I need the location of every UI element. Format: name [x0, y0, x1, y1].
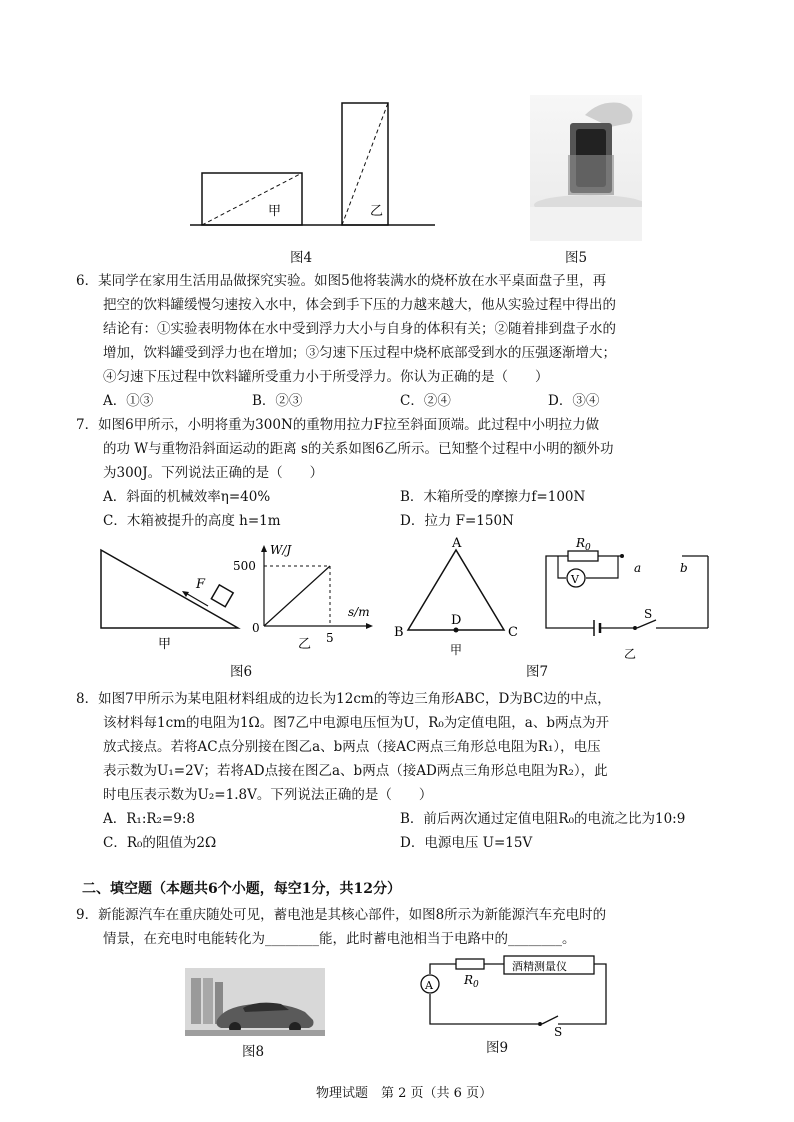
q8-option-b: B．前后两次通过定值电阻R₀的电流之比为10:9	[400, 811, 686, 827]
fig7-caption: 图7	[526, 664, 549, 680]
fig7-label-b-vertex: B	[394, 625, 404, 640]
q6-line: 把空的饮料罐缓慢匀速按入水中，体会到手下压的力越来越大，他从实验过程中得出的	[103, 297, 616, 313]
q8-option-a: A．R₁:R₂=9:8	[103, 811, 195, 827]
q7-line: 7．如图6甲所示，小明将重为300N的重物用拉力F拉至斜面顶端。此过程中小明拉力做	[76, 417, 600, 433]
fig6-label-w: W/J	[270, 543, 292, 557]
figure-4	[190, 95, 440, 235]
q6-line: ④匀速下压过程中饮料罐所受重力小于所受浮力。你认为正确的是（ ）	[103, 369, 549, 385]
q7-option-c: C．木箱被提升的高度 h=1m	[103, 513, 281, 529]
q9-line: 9．新能源汽车在重庆随处可见，蓄电池是其核心部件，如图8所示为新能源汽车充电时的	[76, 907, 607, 923]
fig6-caption: 图6	[230, 664, 253, 680]
q7-option-a: A．斜面的机械效率η=40%	[103, 489, 271, 505]
q6-option-b: B．②③	[252, 393, 303, 409]
fig7-label-s: S	[644, 607, 653, 621]
q7-option-d: D．拉力 F=150N	[400, 513, 514, 529]
fig8-caption: 图8	[242, 1044, 265, 1060]
fig6-label-s: s/m	[348, 605, 370, 619]
fig6-label-jia: 甲	[158, 637, 172, 652]
fig6-label-f: F	[196, 577, 206, 592]
page-footer: 物理试题 第 2 页（共 6 页）	[316, 1086, 493, 1101]
fig7-r0-label: $R_0$	[576, 536, 591, 553]
fig6-tick-5: 5	[326, 631, 334, 645]
figure-5-photo	[530, 95, 642, 241]
q9-line: 情景，在充电时电能转化为________能，此时蓄电池相当于电路中的________。	[103, 931, 576, 947]
q6-line: 结论有：①实验表明物体在水中受到浮力大小与自身的体积有关；②随着排到盘子水的	[103, 321, 616, 337]
q8-option-d: D．电源电压 U=15V	[400, 835, 533, 851]
q6-option-d: D．③④	[548, 393, 600, 409]
fig7-label-d: D	[451, 613, 462, 628]
fig7-label-a-vertex: A	[452, 536, 462, 551]
fig5-caption: 图5	[565, 250, 588, 266]
q6-line: 6．某同学在家用生活用品做探究实验。如图5他将装满水的烧杯放在水平桌面盘子里，再	[76, 273, 607, 289]
q7-line: 为300J。下列说法正确的是（ ）	[103, 465, 324, 481]
fig7-label-a: a	[634, 561, 642, 575]
fig9-r0-label: $R_0$	[464, 973, 479, 990]
fig6-label-yi: 乙	[298, 637, 312, 652]
figure-8-photo	[185, 968, 325, 1036]
fig9-caption: 图9	[486, 1040, 509, 1056]
figure-6	[98, 540, 388, 660]
q7-line: 的功 W与重物沿斜面运动的距离 s的关系如图6乙所示。已知整个过程中小明的额外功	[103, 441, 614, 457]
fig6-tick-0: 0	[252, 621, 260, 635]
q8-line: 放式接点。若将AC点分别接在图乙a、b两点（接AC两点三角形总电阻为R₁），电压	[103, 739, 601, 755]
fig9-ammeter-label: A	[425, 979, 433, 992]
fig6-tick-500: 500	[233, 559, 256, 573]
fig4-caption: 图4	[290, 250, 313, 266]
fig7-label-yi: 乙	[624, 647, 637, 661]
fig9-label-s: S	[554, 1025, 563, 1039]
q8-line: 时电压表示数为U₂=1.8V。下列说法正确的是（ ）	[103, 787, 433, 803]
figure-9	[408, 954, 618, 1038]
section-2-title: 二、填空题（本题共6个小题，每空1分，共12分）	[82, 881, 401, 897]
q6-option-a: A．①③	[103, 393, 154, 409]
q8-option-c: C．R₀的阻值为2Ω	[103, 835, 217, 851]
fig7-voltmeter-label: V	[571, 573, 579, 586]
q8-line: 表示数为U₁=2V；若将AD点接在图乙a、b两点（接AD两点三角形总电阻为R₂），此	[103, 763, 608, 779]
q6-option-c: C．②④	[400, 393, 451, 409]
fig7-label-b: b	[680, 561, 688, 575]
q8-line: 该材料每1cm的电阻为1Ω。图7乙中电源电压恒为U，R₀为定值电阻，a、b两点为开	[103, 715, 609, 731]
q8-line: 8．如图7甲所示为某电阻材料组成的边长为12cm的等边三角形ABC，D为BC边的中点，	[76, 691, 611, 707]
fig7-label-c-vertex: C	[508, 625, 518, 640]
fig4-label-yi: 乙	[370, 204, 384, 219]
q6-line: 增加，饮料罐受到浮力也在增加；③匀速下压过程中烧杯底部受到水的压强逐渐增大；	[103, 345, 616, 361]
q7-option-b: B．木箱所受的摩擦力f=100N	[400, 489, 586, 505]
fig7-label-jia: 甲	[450, 643, 463, 657]
fig4-label-jia: 甲	[268, 204, 282, 219]
figure-7	[390, 534, 720, 664]
fig9-meter-label: 酒精测量仪	[512, 960, 567, 973]
